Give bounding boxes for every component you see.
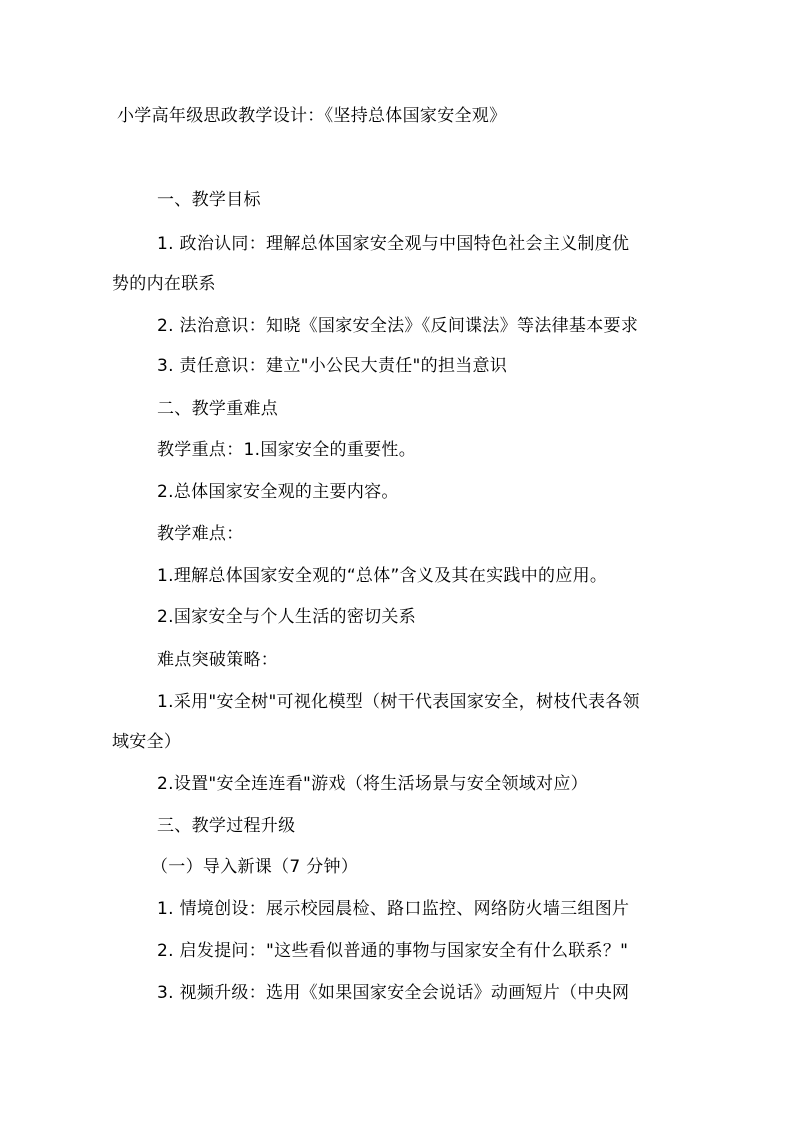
paragraph-line: 2. 法治意识：知晓《国家安全法》《反间谍法》等法律基本要求 [157, 316, 639, 336]
paragraph-line: 3. 责任意识：建立"小公民大责任"的担当意识 [157, 356, 508, 376]
section-heading-objectives: 一、教学目标 [157, 190, 261, 210]
section-heading-key-points: 二、教学重难点 [157, 399, 279, 419]
paragraph-line: 1. 情境创设：展示校园晨检、路口监控、网络防火墙三组图片 [157, 899, 630, 919]
section-heading-process: 三、教学过程升级 [157, 816, 296, 836]
subsection-heading: （一）导入新课（7 分钟） [151, 857, 359, 877]
paragraph-line: 2. 启发提问："这些看似普通的事物与国家安全有什么联系？" [157, 941, 629, 961]
paragraph-line: 难点突破策略： [157, 650, 279, 670]
paragraph-line: 教学难点： [157, 524, 244, 544]
paragraph-line: 2.总体国家安全观的主要内容。 [157, 482, 399, 502]
paragraph-line: 势的内在联系 [112, 274, 216, 294]
paragraph-line: 2.设置"安全连连看"游戏（将生活场景与安全领域对应） [157, 774, 588, 794]
paragraph-line: 3. 视频升级：选用《如果国家安全会说话》动画短片（中央网 [157, 983, 630, 1003]
paragraph-line: 1. 政治认同：理解总体国家安全观与中国特色社会主义制度优 [157, 234, 630, 254]
paragraph-line: 教学重点：1.国家安全的重要性。 [157, 440, 417, 460]
paragraph-line: 1.采用"安全树"可视化模型（树干代表国家安全，树枝代表各领 [157, 692, 640, 712]
paragraph-line: 2.国家安全与个人生活的密切关系 [157, 607, 417, 627]
paragraph-line: 域安全） [112, 732, 182, 752]
document-title: 小学高年级思政教学设计：《坚持总体国家安全观》 [117, 106, 507, 126]
paragraph-line: 1.理解总体国家安全观的“总体”含义及其在实践中的应用。 [157, 566, 608, 586]
